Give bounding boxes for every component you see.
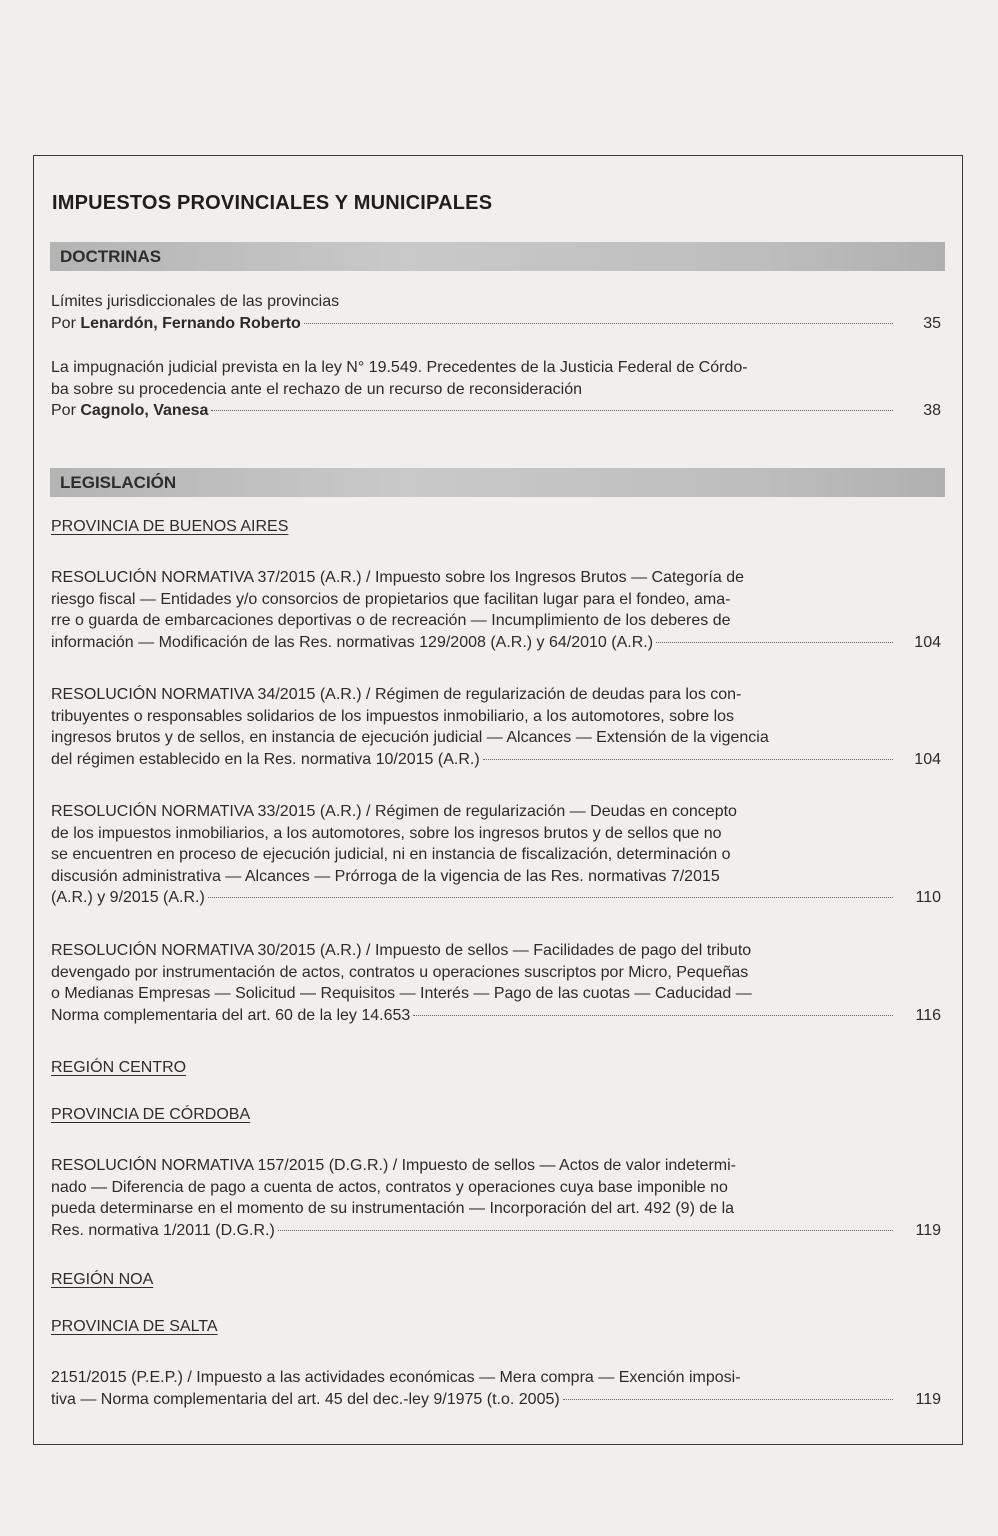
dot-leader <box>563 1399 893 1400</box>
entry-line: RESOLUCIÓN NORMATIVA 34/2015 (A.R.) / Régimen de regularización de deudas para los con- <box>51 686 742 703</box>
by-label: Por <box>51 314 81 332</box>
page-number: 104 <box>914 750 941 768</box>
section-band-doctrinas <box>50 242 945 271</box>
region-heading-noa: REGIÓN NOA <box>51 1271 154 1288</box>
legislacion-entry-4[interactable] <box>51 940 941 1026</box>
entry-line: de los impuestos inmobiliarios, a los automotores, sobre los ingresos brutos y de sellos que no <box>51 824 722 842</box>
entry-line: RESOLUCIÓN NORMATIVA 30/2015 (A.R.) / Impuesto de sellos — Facilidades de pago del tributo <box>51 942 752 959</box>
region-heading-cordoba: PROVINCIA DE CÓRDOBA <box>51 1106 251 1123</box>
page-number: 116 <box>915 1006 941 1024</box>
by-label: Por <box>51 402 81 419</box>
page-number: 110 <box>915 889 941 906</box>
entry-line: discusión administrativa — Alcances — Prórroga de la vigencia de las Res. normativas 7/2015 <box>51 867 720 885</box>
entry-line: RESOLUCIÓN NORMATIVA 37/2015 (A.R.) / Impuesto sobre los Ingresos Brutos — Categoría de <box>51 569 745 586</box>
page-title: IMPUESTOS PROVINCIALES Y MUNICIPALES <box>52 192 493 214</box>
entry-line: rre o guarda de embarcaciones deportivas o de recreación — Incumplimiento de los deberes de <box>51 612 731 629</box>
entry-line: 2151/2015 (P.E.P.) / Impuesto a las actividades económicas — Mera compra — Exención imposi- <box>51 1369 741 1386</box>
region-heading-buenos-aires: PROVINCIA DE BUENOS AIRES <box>51 518 289 535</box>
author-name: Cagnolo, Vanesa <box>80 402 209 419</box>
page-number: 38 <box>923 402 941 419</box>
region-heading-centro: REGIÓN CENTRO <box>51 1059 187 1076</box>
entry-line: RESOLUCIÓN NORMATIVA 157/2015 (D.G.R.) / Impuesto de sellos — Actos de valor indetermi- <box>51 1157 736 1174</box>
entry-line: La impugnación judicial prevista en la ley N° 19.549. Precedentes de la Justicia Federal de Córdo- <box>51 359 748 376</box>
section-heading-legislacion: LEGISLACIÓN <box>60 473 177 492</box>
entry-line: información — Modificación de las Res. normativas 129/2008 (A.R.) y 64/2010 (A.R.) <box>51 633 654 651</box>
entry-line: devengado por instrumentación de actos, contratos u operaciones suscriptos por Micro, Pequeñas <box>51 963 749 981</box>
legislacion-entry-2[interactable] <box>51 684 941 770</box>
page-number: 104 <box>914 633 941 651</box>
entry-line: (A.R.) y 9/2015 (A.R.) <box>51 889 205 906</box>
doctrina-entry-1[interactable] <box>51 291 941 334</box>
dot-leader <box>304 323 893 324</box>
dot-leader <box>483 759 893 760</box>
dot-leader <box>413 1015 893 1016</box>
entry-line: tiva — Norma complementaria del art. 45 del dec.-ley 9/1975 (t.o. 2005) <box>51 1390 560 1408</box>
page-number: 119 <box>915 1390 941 1408</box>
entry-line: del régimen establecido en la Res. normativa 10/2015 (A.R.) <box>51 750 480 768</box>
section-heading-doctrinas: DOCTRINAS <box>60 247 162 266</box>
doctrina-entry-2[interactable] <box>51 357 941 422</box>
dot-leader <box>656 642 893 643</box>
entry-line: RESOLUCIÓN NORMATIVA 33/2015 (A.R.) / Régimen de regularización — Deudas en concepto <box>51 803 737 820</box>
author-name: Lenardón, Fernando Roberto <box>80 314 301 332</box>
entry-line: Norma complementaria del art. 60 de la ley 14.653 <box>51 1006 411 1024</box>
dot-leader <box>211 410 893 411</box>
page-number: 35 <box>923 314 941 332</box>
legislacion-entry-6[interactable] <box>51 1367 941 1410</box>
entry-line: ba sobre su procedencia ante el rechazo de un recurso de reconsideración <box>51 380 582 398</box>
dot-leader <box>278 1230 893 1231</box>
page-number: 119 <box>915 1221 941 1239</box>
legislacion-entry-1[interactable] <box>51 567 941 653</box>
entry-line: tribuyentes o responsables solidarios de los impuestos inmobiliario, a los automotores, sobre los <box>51 707 735 725</box>
entry-line: pueda determinarse en el momento de su instrumentación — Incorporación del art. 492 (9) de la <box>51 1200 735 1217</box>
section-band-legislacion <box>50 468 945 497</box>
entry-line: se encuentren en proceso de ejecución judicial, ni en instancia de fiscalización, determinación o <box>51 846 731 863</box>
entry-line: riesgo fiscal — Entidades y/o consorcios de propietarios que facilitan lugar para el fondeo, ama- <box>51 590 731 608</box>
dot-leader <box>208 897 893 898</box>
entry-line: ingresos brutos y de sellos, en instancia de ejecución judicial — Alcances — Extensión de la vigencia <box>51 729 769 746</box>
legislacion-entry-3[interactable] <box>51 801 941 909</box>
page-frame <box>33 155 963 1445</box>
entry-line: Res. normativa 1/2011 (D.G.R.) <box>51 1221 275 1239</box>
entry-line: nado — Diferencia de pago a cuenta de actos, contratos y operaciones cuya base imponible no <box>51 1178 728 1196</box>
entry-line: o Medianas Empresas — Solicitud — Requisitos — Interés — Pago de las cuotas — Caducidad — <box>51 985 752 1002</box>
legislacion-entry-5[interactable] <box>51 1155 941 1241</box>
entry-line: Límites jurisdiccionales de las provincias <box>51 293 340 310</box>
region-heading-salta: PROVINCIA DE SALTA <box>51 1318 218 1335</box>
